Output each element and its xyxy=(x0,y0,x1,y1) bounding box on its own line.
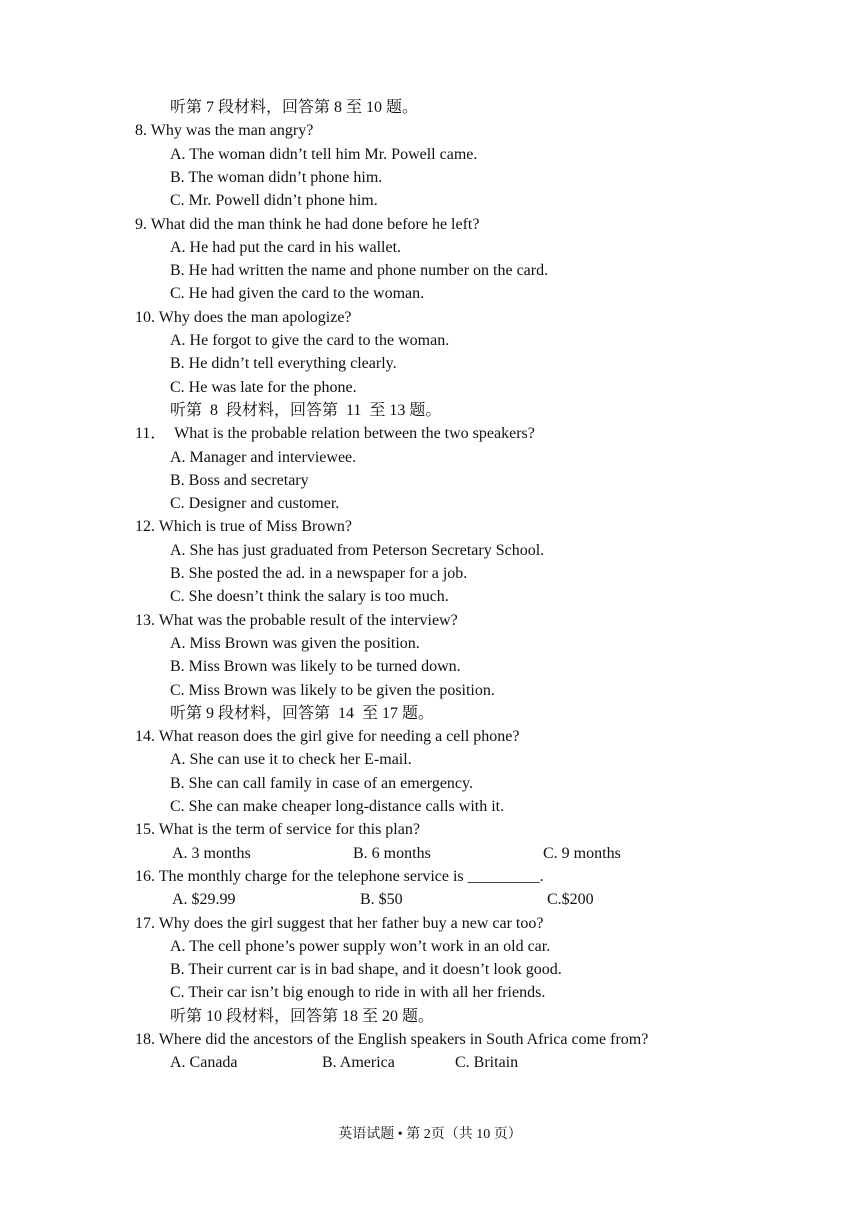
answer-option: C. Their car isn’t big enough to ride in with all her friends. xyxy=(170,984,546,1001)
question-text: 11． What is the probable relation between the two speakers? xyxy=(135,425,535,442)
answer-option: A. The cell phone’s power supply won’t work in an old car. xyxy=(170,938,551,955)
answer-option: C. Mr. Powell didn’t phone him. xyxy=(170,192,378,209)
question-text: 13. What was the probable result of the interview? xyxy=(135,612,458,629)
answer-option: A. 3 months xyxy=(172,845,251,862)
answer-option: C. He was late for the phone. xyxy=(170,379,357,396)
answer-option: C.$200 xyxy=(547,891,594,908)
answer-option: B. He had written the name and phone number on the card. xyxy=(170,262,549,279)
answer-option: A. Canada xyxy=(170,1054,238,1071)
question-text: 9. What did the man think he had done before he left? xyxy=(135,216,480,233)
answer-option: B. She can call family in case of an emergency. xyxy=(170,775,473,792)
answer-option: A. $29.99 xyxy=(172,891,236,908)
answer-option: C. Miss Brown was likely to be given the position. xyxy=(170,682,495,699)
answer-option: C. Designer and customer. xyxy=(170,495,340,512)
answer-option: B. She posted the ad. in a newspaper for a job. xyxy=(170,565,468,582)
answer-option: C. She doesn’t think the salary is too much. xyxy=(170,588,449,605)
question-text: 16. The monthly charge for the telephone service is _________. xyxy=(135,868,544,885)
answer-option: A. Miss Brown was given the position. xyxy=(170,635,420,652)
section-instruction: 听第 10 段材料，回答第 18 至 20 题。 xyxy=(170,1008,435,1025)
answer-option: A. He forgot to give the card to the woman. xyxy=(170,332,450,349)
answer-option: B. Their current car is in bad shape, and it doesn’t look good. xyxy=(170,961,562,978)
answer-option: A. He had put the card in his wallet. xyxy=(170,239,402,256)
question-text: 8. Why was the man angry? xyxy=(135,122,314,139)
section-instruction: 听第 8 段材料，回答第 11 至 13 题。 xyxy=(170,402,442,419)
answer-option: A. She has just graduated from Peterson Secretary School. xyxy=(170,542,545,559)
answer-option: A. She can use it to check her E-mail. xyxy=(170,751,412,768)
answer-option: B. Miss Brown was likely to be turned down. xyxy=(170,658,461,675)
inline-option-row xyxy=(0,1051,860,1074)
answer-option: A. Manager and interviewee. xyxy=(170,449,357,466)
answer-option: B. $50 xyxy=(360,891,403,908)
question-text: 10. Why does the man apologize? xyxy=(135,309,352,326)
answer-option: B. 6 months xyxy=(353,845,431,862)
answer-option: C. She can make cheaper long-distance calls with it. xyxy=(170,798,505,815)
inline-option-row xyxy=(0,842,860,865)
answer-option: C. 9 months xyxy=(543,845,621,862)
question-text: 15. What is the term of service for this plan? xyxy=(135,821,420,838)
answer-option: C. Britain xyxy=(455,1054,519,1071)
answer-option: B. The woman didn’t phone him. xyxy=(170,169,383,186)
answer-option: B. Boss and secretary xyxy=(170,472,309,489)
answer-option: C. He had given the card to the woman. xyxy=(170,285,425,302)
question-text: 14. What reason does the girl give for needing a cell phone? xyxy=(135,728,520,745)
question-text: 12. Which is true of Miss Brown? xyxy=(135,518,353,535)
question-text: 18. Where did the ancestors of the English speakers in South Africa come from? xyxy=(135,1031,649,1048)
question-text: 17. Why does the girl suggest that her father buy a new car too? xyxy=(135,915,544,932)
inline-option-row xyxy=(0,888,860,911)
page-footer: 英语试题 • 第 2页（共 10 页） xyxy=(338,1127,522,1142)
section-instruction: 听第 7 段材料，回答第 8 至 10 题。 xyxy=(170,99,419,116)
answer-option: B. America xyxy=(322,1054,395,1071)
section-instruction: 听第 9 段材料，回答第 14 至 17 题。 xyxy=(170,705,435,722)
answer-option: B. He didn’t tell everything clearly. xyxy=(170,355,397,372)
answer-option: A. The woman didn’t tell him Mr. Powell came. xyxy=(170,146,478,163)
